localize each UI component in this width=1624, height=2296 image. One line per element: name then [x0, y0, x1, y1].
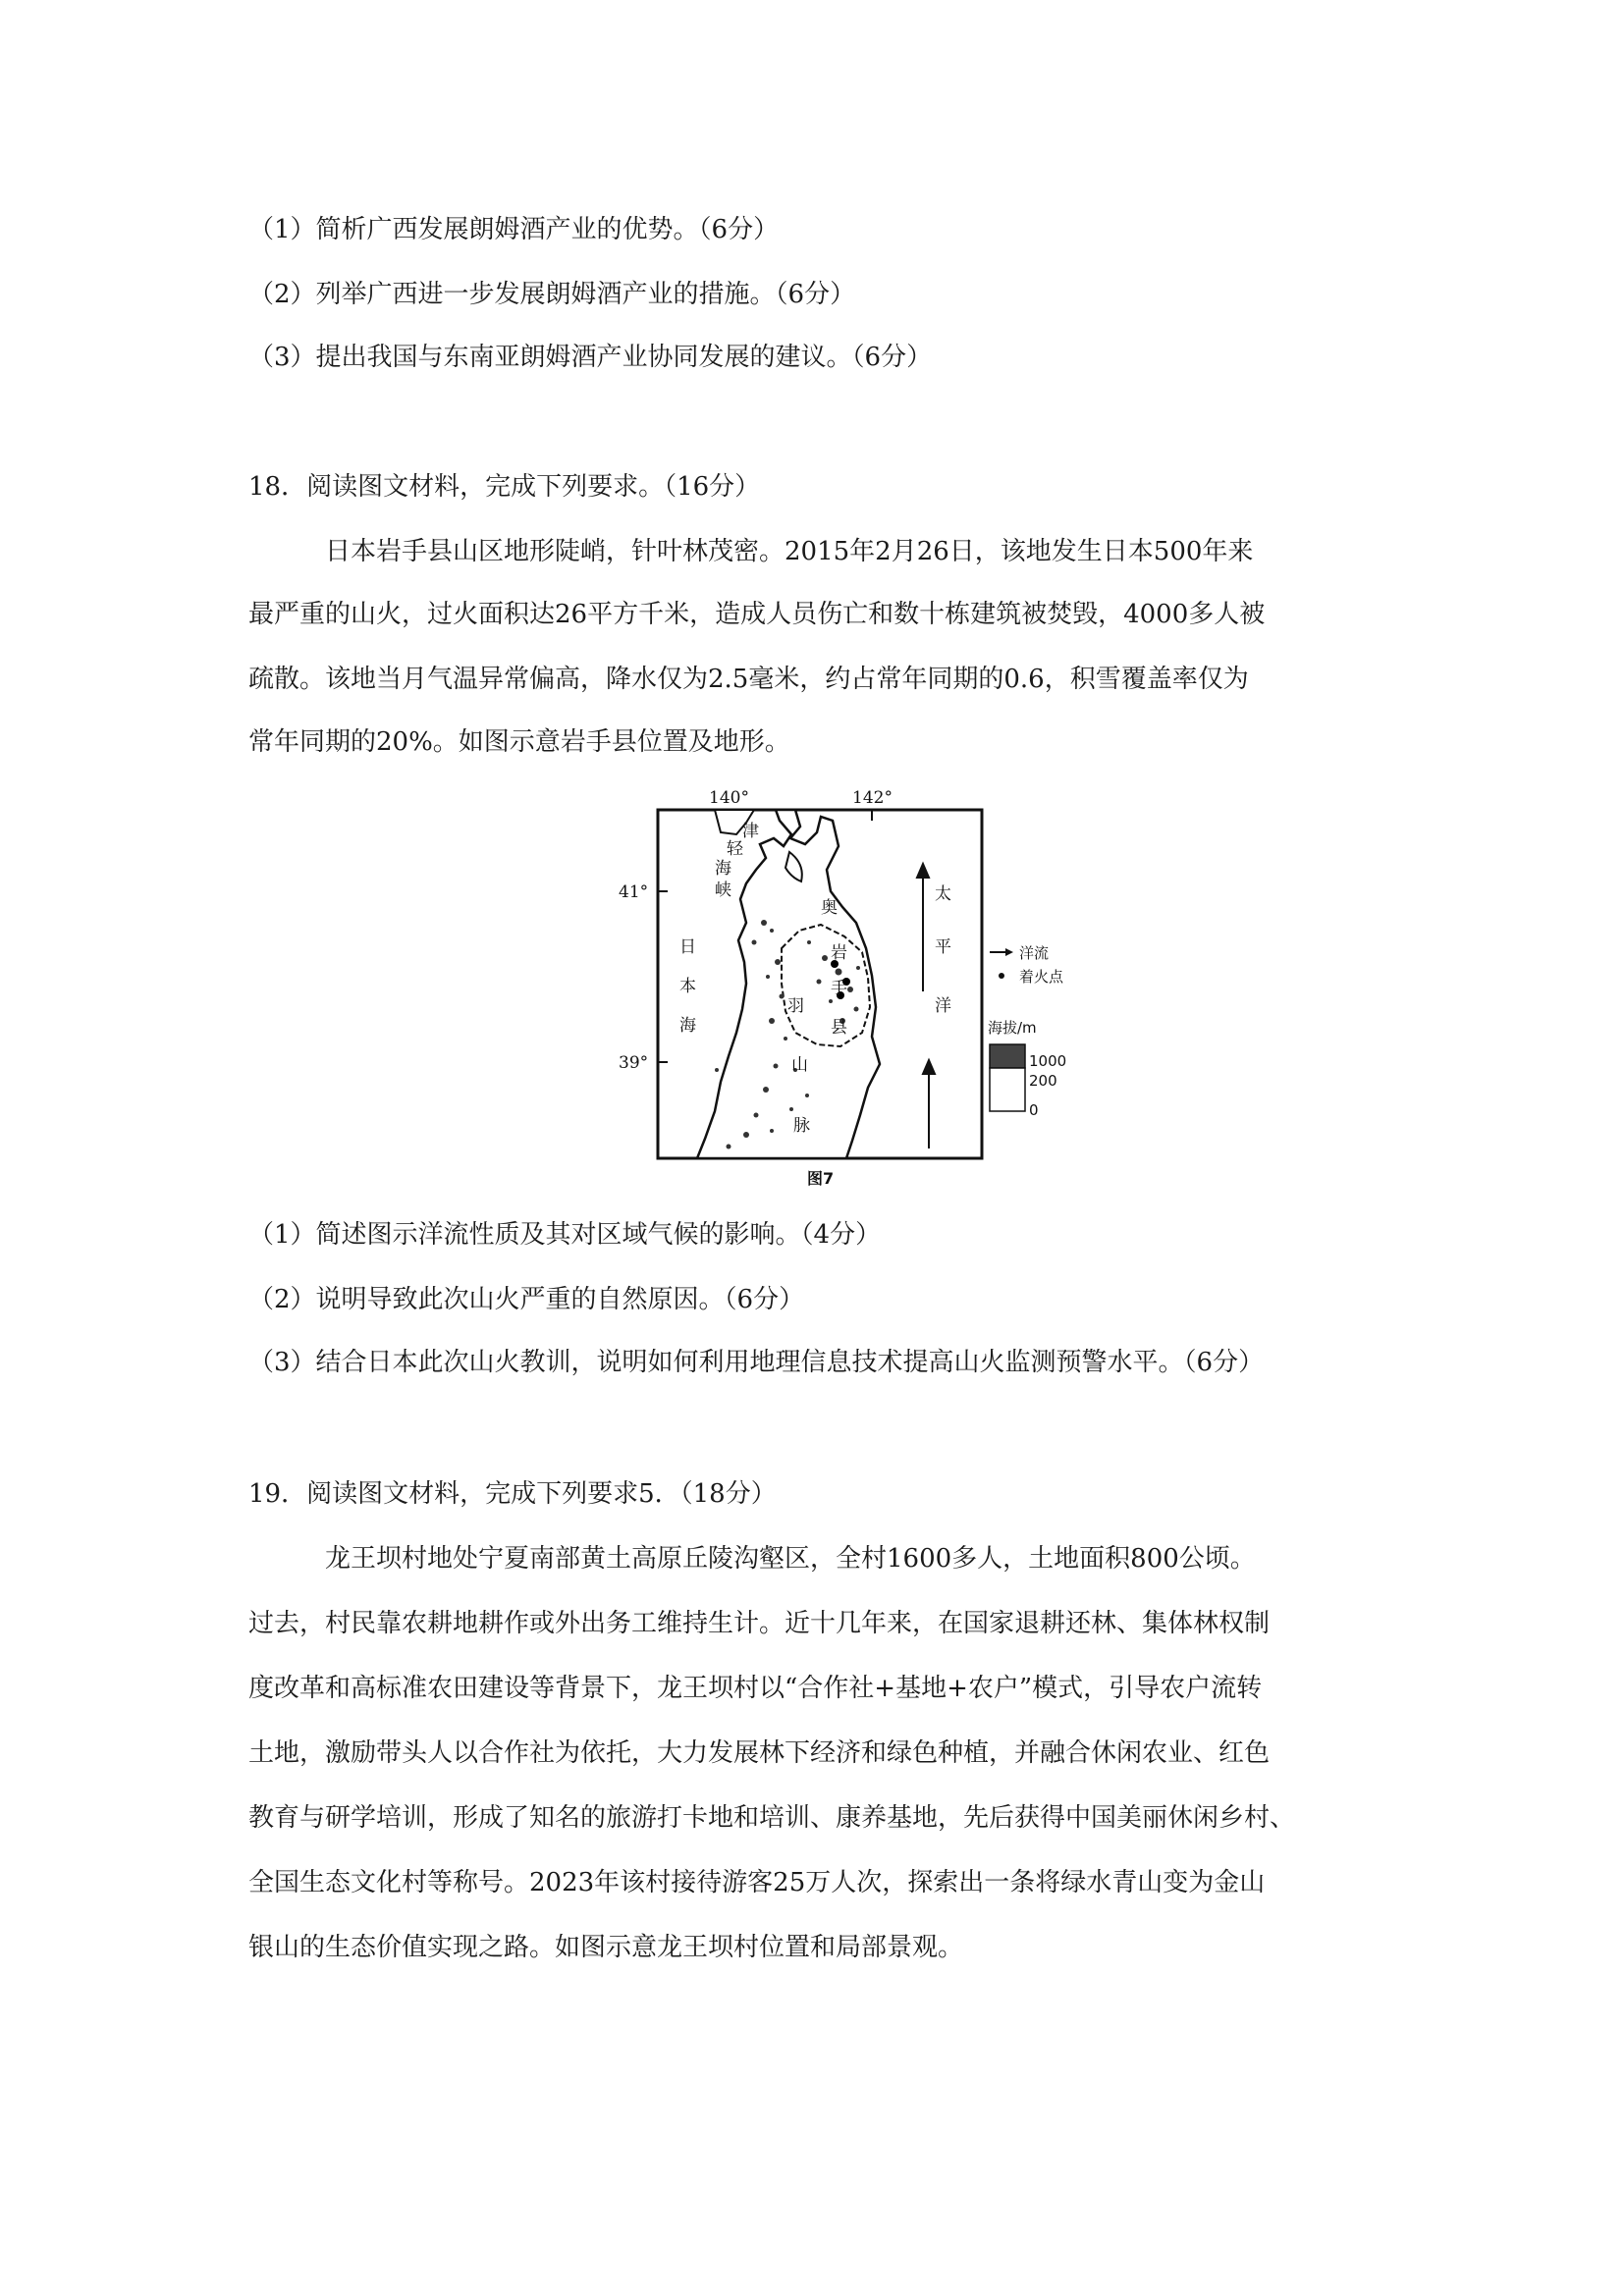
label-strait-3: 海	[715, 859, 731, 879]
q19-paragraph-line: 土地，激励带头人以合作社为依托，大力发展林下经济和绿色种植，并融合休闲农业、红色	[248, 1738, 1271, 1768]
label-ocean-1: 太	[935, 884, 951, 904]
legend-elev-200: 200	[1029, 1072, 1057, 1090]
q18-paragraph-line: 日本岩手县山区地形陡峭，针叶林茂密。2015年2月26日，该地发生日本500年来	[325, 537, 1254, 566]
q18-paragraph-line: 常年同期的20%。如图示意岩手县位置及地形。	[248, 727, 790, 757]
q18-title: 18．阅读图文材料，完成下列要求。（16分）	[248, 472, 761, 502]
q19-paragraph-line: 度改革和高标准农田建设等背景下，龙王坝村以“合作社+基地+农户”模式，引导农户流转	[248, 1674, 1263, 1703]
label-strait-2: 轻	[727, 839, 743, 859]
label-sea-3: 海	[679, 1016, 696, 1036]
legend-elev-title: 海拔/m	[988, 1019, 1037, 1037]
label-shan: 山	[791, 1055, 808, 1075]
label-iwate-3: 县	[831, 1018, 847, 1038]
label-ocean-2: 平	[935, 937, 951, 957]
q19-paragraph-line: 全国生态文化村等称号。2023年该村接待游客25万人次，探索出一条将绿水青山变为金山	[248, 1868, 1266, 1897]
legend-elev-high	[990, 1044, 1025, 1068]
q18-sub-2: （2）说明导致此次山火严重的自然原因。（6分）	[248, 1285, 805, 1314]
label-sea-1: 日	[679, 937, 696, 957]
map-svg	[599, 775, 1110, 1193]
q19-paragraph-line: 过去，村民靠农耕地耕作或外出务工维持生计。近十几年来，在国家退耕还林、集体林权制	[248, 1609, 1271, 1638]
q19-paragraph-line: 龙王坝村地处宁夏南部黄土高原丘陵沟壑区，全村1600多人，土地面积800公顷。	[325, 1544, 1256, 1574]
label-yu: 羽	[787, 996, 804, 1016]
q18-paragraph-line: 最严重的山火，过火面积达26平方千米，造成人员伤亡和数十栋建筑被焚毁，4000多人被	[248, 600, 1266, 629]
ocean-current-arrows	[917, 864, 935, 1148]
label-mai: 脉	[793, 1116, 810, 1136]
legend-elev-low	[990, 1068, 1025, 1111]
lat-label-41: 41°	[619, 882, 649, 902]
legend-current: 洋流	[1019, 944, 1050, 962]
q18-sub-3: （3）结合日本此次山火教训，说明如何利用地理信息技术提高山火监测预警水平。（6分）	[248, 1348, 1265, 1377]
legend-elev-1000: 1000	[1029, 1052, 1067, 1070]
label-strait-1: 津	[742, 822, 759, 841]
q17-sub-3: （3）提出我国与东南亚朗姆酒产业协同发展的建议。（6分）	[248, 343, 933, 372]
lon-label-142: 142°	[852, 788, 893, 808]
lon-label-140: 140°	[709, 788, 749, 808]
label-strait-4: 峡	[715, 881, 731, 900]
q18-sub-1: （1）简述图示洋流性质及其对区域气候的影响。（4分）	[248, 1220, 882, 1250]
q19-title: 19．阅读图文材料，完成下列要求5．（18分）	[248, 1479, 777, 1509]
label-sea-2: 本	[679, 977, 696, 996]
legend-elev-0: 0	[1029, 1101, 1039, 1119]
label-iwate-2: 手	[831, 979, 847, 998]
figure-caption: 图7	[807, 1169, 835, 1188]
q17-sub-2: （2）列举广西进一步发展朗姆酒产业的措施。（6分）	[248, 280, 856, 309]
label-ou: 奥	[821, 898, 838, 918]
figure-7-map	[599, 775, 1110, 1193]
label-ocean-3: 洋	[935, 996, 951, 1016]
label-iwate-1: 岩	[831, 943, 847, 963]
lat-label-39: 39°	[619, 1053, 649, 1073]
legend-fire: 着火点	[1019, 968, 1064, 986]
q19-paragraph-line: 银山的生态价值实现之路。如图示意龙王坝村位置和局部景观。	[248, 1933, 964, 1962]
map-legend	[988, 944, 1066, 1119]
q18-paragraph-line: 疏散。该地当月气温异常偏高，降水仅为2.5毫米，约占常年同期的0.6，积雪覆盖率仅为	[248, 665, 1249, 694]
q17-sub-1: （1）简析广西发展朗姆酒产业的优势。（6分）	[248, 215, 780, 244]
q19-paragraph-line: 教育与研学培训，形成了知名的旅游打卡地和培训、康养基地，先后获得中国美丽休闲乡村、	[248, 1803, 1296, 1833]
